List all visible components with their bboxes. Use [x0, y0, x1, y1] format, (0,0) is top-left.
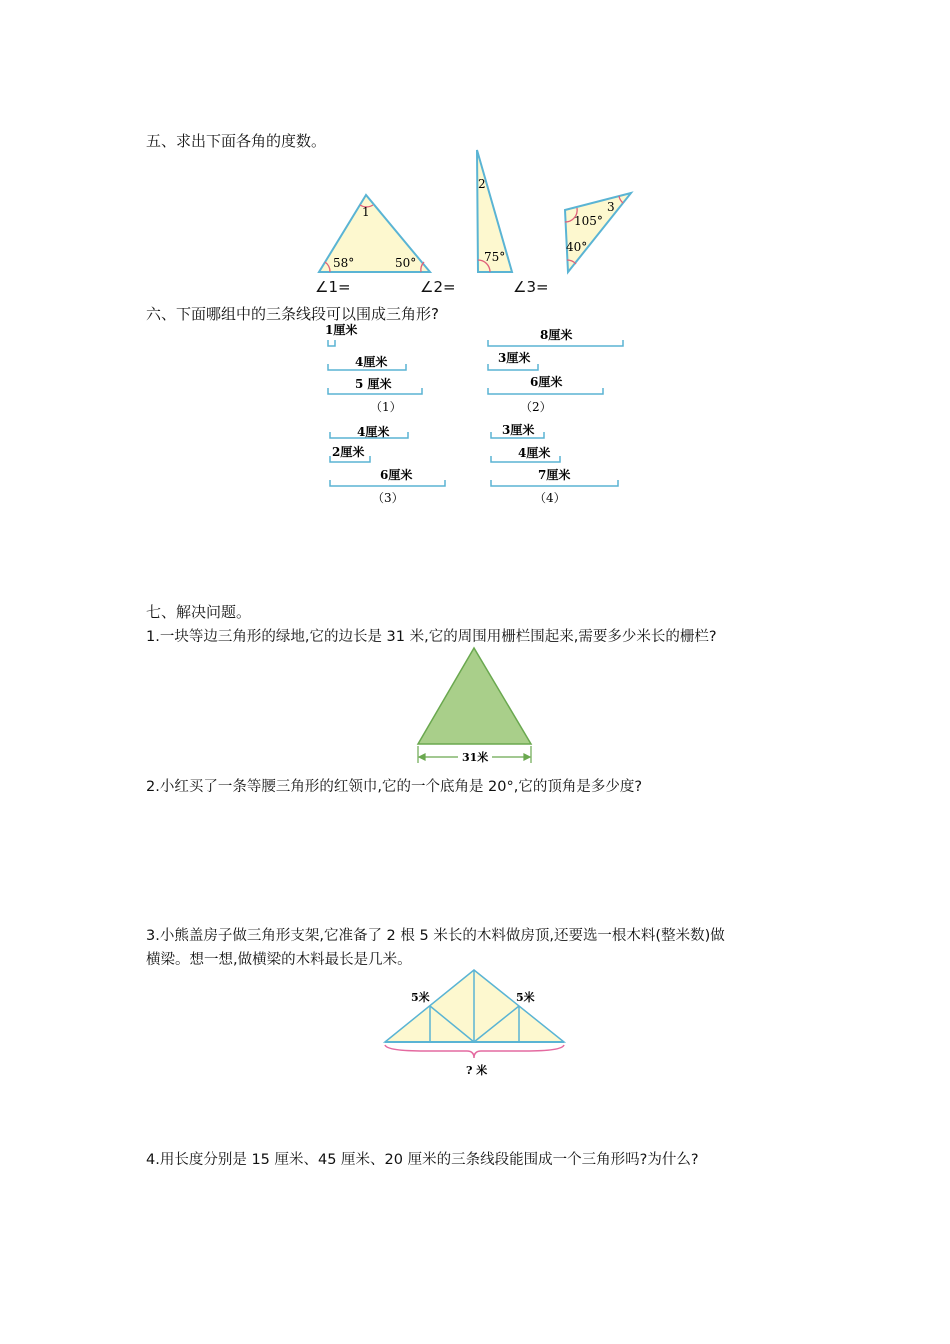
roof-left-label: 5米 [411, 991, 430, 1004]
question-3-line-2: 横梁。想一想,做横梁的木料最长是几米。 [146, 952, 412, 968]
g3-seg2-label: 2厘米 [332, 445, 365, 459]
g2-seg1-label: 8厘米 [540, 328, 573, 342]
section5-triangles [300, 140, 645, 300]
g3-label: （3） [372, 491, 404, 505]
g2-seg2-label: 3厘米 [498, 351, 531, 365]
answer-angle-3: ∠3= [513, 278, 549, 296]
answer-angle-1: ∠1= [315, 278, 351, 296]
question-4: 4.用长度分别是 15 厘米、45 厘米、20 厘米的三条线段能围成一个三角形吗?为什么? [146, 1152, 699, 1168]
section5-title: 五、求出下面各角的度数。 [146, 132, 327, 150]
g3-seg1-label: 4厘米 [357, 425, 390, 439]
triangle-3 [565, 193, 631, 272]
t3-angle-3: 3 [607, 200, 615, 214]
g4-seg2-label: 4厘米 [518, 446, 551, 460]
answer-angle-2: ∠2= [420, 278, 456, 296]
g4-seg1-label: 3厘米 [502, 423, 535, 437]
g1-label: （1） [370, 400, 402, 414]
g1-seg3-label: 5 厘米 [355, 377, 392, 391]
t1-angle-1: 1 [362, 205, 370, 219]
section6-title: 六、下面哪组中的三条线段可以围成三角形? [146, 305, 439, 323]
green-triangle-label: 31米 [462, 751, 489, 764]
t1-angle-50: 50° [395, 256, 417, 270]
g4-seg3-label: 7厘米 [538, 468, 571, 482]
question-1: 1.一块等边三角形的绿地,它的边长是 31 米,它的周围用栅栏围起来,需要多少米长的栅栏? [146, 629, 717, 645]
triangle-1 [319, 195, 430, 272]
question-2: 2.小红买了一条等腰三角形的红领巾,它的一个底角是 20°,它的顶角是多少度? [146, 779, 643, 795]
g2-seg3-label: 6厘米 [530, 375, 563, 389]
g3-seg3-label: 6厘米 [380, 468, 413, 482]
g4-label: （4） [534, 491, 566, 505]
roof-truss-figure [375, 965, 575, 1085]
triangle-2 [477, 150, 512, 272]
question-3-line-1: 3.小熊盖房子做三角形支架,它准备了 2 根 5 米长的木料做房顶,还要选一根木料(整米数)做 [146, 928, 725, 944]
segment-groups [320, 320, 640, 510]
g1-seg2-label: 4厘米 [355, 355, 388, 369]
roof-bottom-label: ? 米 [466, 1064, 488, 1077]
g2-label: （2） [520, 400, 552, 414]
g1-seg1-label: 1厘米 [325, 323, 358, 337]
t3-angle-40: 40° [566, 240, 588, 254]
section7-title: 七、解决问题。 [146, 603, 252, 621]
t1-angle-58: 58° [333, 256, 355, 270]
t2-angle-2: 2 [478, 177, 486, 191]
green-triangle-figure [410, 640, 540, 770]
t3-angle-105: 105° [574, 214, 603, 228]
t2-angle-75: 75° [484, 250, 506, 264]
roof-right-label: 5米 [516, 991, 535, 1004]
